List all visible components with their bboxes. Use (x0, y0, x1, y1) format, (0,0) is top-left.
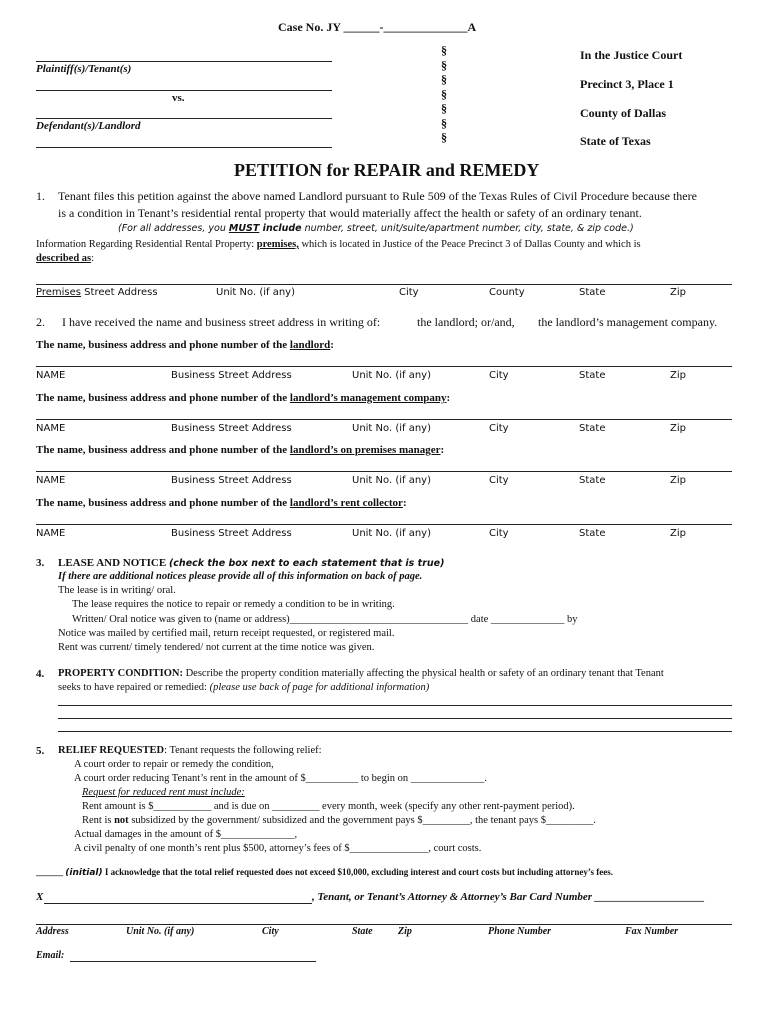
vs-label: vs. (172, 92, 185, 104)
precinct: Precinct 3, Place 1 (580, 77, 674, 91)
acknowledgement[interactable]: ______ (initial) I acknowledge that the total relief requested does not exceed $10,000, excluding interest and court costs but including attorney’s fees. (36, 867, 613, 878)
section-1-line-1: Tenant files this petition against the above named Landlord pursuant to Rule 509 of the Texas Rules of Civil Procedure because there (58, 189, 697, 203)
condition-line-3[interactable] (58, 731, 732, 732)
premises-city-label: City (399, 287, 419, 298)
contact-zip-label: Zip (670, 423, 686, 434)
contact-state-label: State (579, 528, 606, 539)
rent-subsidy-line[interactable]: Rent is not subsidized by the government/ subsidized and the government pays $_________, the tenant pays $_________. (82, 815, 596, 826)
contact-zip-label: Zip (670, 370, 686, 381)
case-number: Case No. JY ______-______________A (278, 20, 477, 34)
premises-street-label: Premises Street Address (36, 287, 158, 298)
landlord-checkbox-option[interactable]: the landlord; or/and, (417, 315, 515, 329)
signature-line[interactable] (44, 903, 312, 904)
section-2-number: 2. (36, 315, 45, 329)
attorney-address-line[interactable] (36, 924, 732, 925)
contact-zip-label: Zip (670, 475, 686, 486)
management-company-checkbox-option[interactable]: the landlord’s management company. (538, 315, 718, 329)
section-symbols: § § § § § § § (441, 43, 447, 144)
section-1-number: 1. (36, 189, 45, 203)
contact-line-on-premises-manager[interactable] (36, 471, 732, 472)
contact-state-label: State (579, 370, 606, 381)
signature-x: X (36, 891, 44, 903)
contact-line-management-company[interactable] (36, 419, 732, 420)
footer-unit-label: Unit No. (if any) (126, 926, 195, 937)
contact-city-label: City (489, 370, 509, 381)
premises-zip-label: Zip (670, 287, 686, 298)
section-2-text: I have received the name and business street address in writing of: (62, 315, 381, 329)
footer-city-label: City (262, 926, 279, 937)
lease-form-options[interactable]: The lease is in writing/ oral. (58, 585, 176, 596)
contact-unit-label: Unit No. (if any) (352, 370, 431, 381)
contact-street-label: Business Street Address (171, 475, 292, 486)
footer-phone-label: Phone Number (488, 926, 552, 937)
page-title: PETITION for REPAIR and REMEDY (234, 160, 540, 180)
contact-unit-label: Unit No. (if any) (352, 528, 431, 539)
notice-mail-options[interactable]: Notice was mailed by certified mail, return receipt requested, or registered mail. (58, 628, 395, 639)
contact-name-label: NAME (36, 528, 66, 539)
notice-given-options[interactable]: Written/ Oral notice was given to (name or address)__________________________________ date ______________ by (72, 614, 578, 625)
premises-county-label: County (489, 287, 525, 298)
contact-unit-label: Unit No. (if any) (352, 423, 431, 434)
premises-unit-label: Unit No. (if any) (216, 287, 295, 298)
contact-line-rent-collector[interactable] (36, 524, 732, 525)
actual-damages-option[interactable]: Actual damages in the amount of $______________, (74, 829, 298, 840)
section-1-line-2: is a condition in Tenant’s residential rental property that would materially affect the health or safety of an ordinary tenant. (58, 206, 642, 220)
section-3-number: 3. (36, 557, 45, 569)
footer-zip-label: Zip (398, 926, 412, 937)
footer-address-label: Address (36, 926, 69, 937)
signature-label: , Tenant, or Tenant’s Attorney & Attorney’s Bar Card Number ____________________ (312, 891, 705, 903)
email-line[interactable] (70, 961, 316, 962)
rent-amount-line[interactable]: Rent amount is $___________ and is due on _________ every month, week (specify any other rent-payment period). (82, 801, 575, 812)
contact-street-label: Business Street Address (171, 528, 292, 539)
section-4-line-2: seeks to have repaired or remedied: (please use back of page for additional information) (58, 682, 430, 693)
county: County of Dallas (580, 106, 667, 120)
section-3-subnote: If there are additional notices please provide all of this information on back of page. (58, 571, 423, 582)
plaintiff-name-line[interactable] (36, 61, 332, 62)
contact-city-label: City (489, 423, 509, 434)
premises-state-label: State (579, 287, 606, 298)
reduced-rent-note: Request for reduced rent must include: (82, 787, 245, 798)
civil-penalty-options[interactable]: A civil penalty of one month’s rent plus $500, attorney’s fees of $_______________, court costs. (74, 843, 482, 854)
footer-state-label: State (352, 926, 373, 937)
defendant-name-line-2[interactable] (36, 147, 332, 148)
contact-city-label: City (489, 528, 509, 539)
footer-fax-label: Fax Number (625, 926, 679, 937)
section-4-number: 4. (36, 668, 45, 680)
relief-repair-option[interactable]: A court order to repair or remedy the condition, (74, 759, 274, 770)
contact-line-landlord[interactable] (36, 366, 732, 367)
contact-street-label: Business Street Address (171, 423, 292, 434)
contact-heading-landlord: The name, business address and phone number of the landlord: (36, 339, 334, 351)
contact-name-label: NAME (36, 475, 66, 486)
section-5-heading: RELIEF REQUESTED: Tenant requests the following relief: (58, 745, 322, 756)
section-4-heading: PROPERTY CONDITION: Describe the property condition materially affecting the physical health or safety of an ordinary tenant that Tenant (58, 668, 664, 679)
contact-zip-label: Zip (670, 528, 686, 539)
contact-heading-rent-collector: The name, business address and phone number of the landlord’s rent collector: (36, 497, 407, 509)
contact-state-label: State (579, 475, 606, 486)
property-info: Information Regarding Residential Rental Property: premises, which is located in Justice of the Peace Precinct 3 of Dallas County and which is (36, 239, 641, 250)
contact-heading-on-premises-manager: The name, business address and phone number of the landlord’s on premises manager: (36, 444, 445, 456)
premises-address-line[interactable] (36, 284, 732, 285)
plaintiff-label: Plaintiff(s)/Tenant(s) (36, 63, 132, 75)
condition-line-2[interactable] (58, 718, 732, 719)
address-instructions: (For all addresses, you MUST include number, street, unit/suite/apartment number, city, state, & zip code.) (118, 223, 634, 234)
email-label: Email: (36, 950, 65, 961)
rent-status-options[interactable]: Rent was current/ timely tendered/ not current at the time notice was given. (58, 642, 375, 653)
defendant-name-line[interactable] (36, 118, 332, 119)
contact-street-label: Business Street Address (171, 370, 292, 381)
contact-heading-management-company: The name, business address and phone number of the landlord’s management company: (36, 392, 451, 404)
plaintiff-name-line-2[interactable] (36, 90, 332, 91)
section-5-number: 5. (36, 745, 45, 757)
contact-city-label: City (489, 475, 509, 486)
court-name: In the Justice Court (580, 48, 683, 62)
defendant-label: Defendant(s)/Landlord (36, 120, 141, 132)
condition-line-1[interactable] (58, 705, 732, 706)
section-3-heading: LEASE AND NOTICE (check the box next to each statement that is true) (58, 557, 445, 569)
contact-name-label: NAME (36, 370, 66, 381)
relief-rent-reduction-option[interactable]: A court order reducing Tenant’s rent in the amount of $__________ to begin on ______________. (74, 773, 487, 784)
state: State of Texas (580, 134, 651, 148)
contact-state-label: State (579, 423, 606, 434)
described-as: described as: (36, 253, 95, 264)
contact-name-label: NAME (36, 423, 66, 434)
lease-written-notice-option[interactable]: The lease requires the notice to repair or remedy a condition to be in writing. (72, 599, 395, 610)
contact-unit-label: Unit No. (if any) (352, 475, 431, 486)
